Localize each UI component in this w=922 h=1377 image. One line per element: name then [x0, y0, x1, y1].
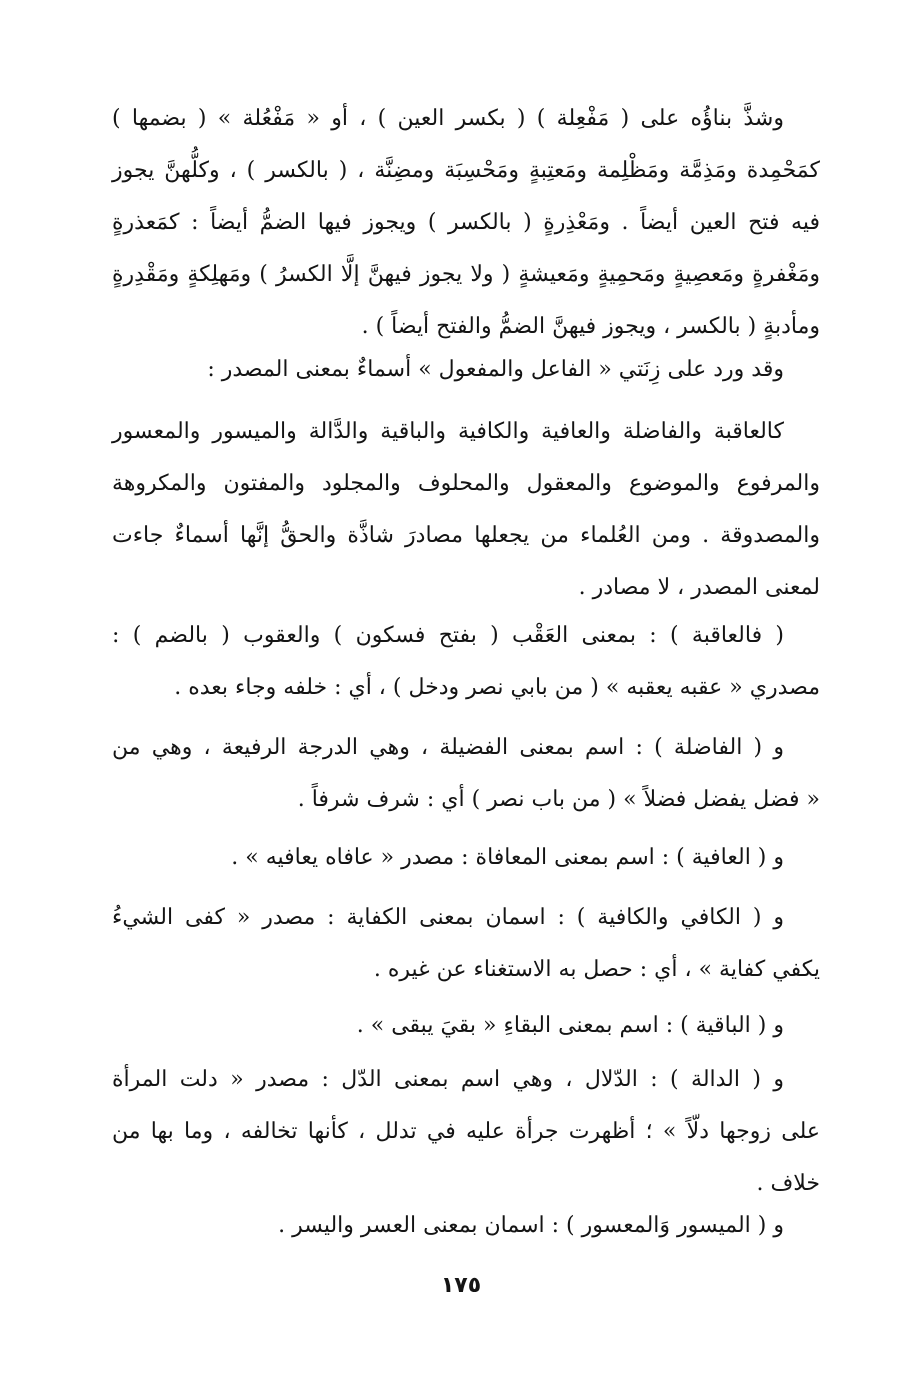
- paragraph-8: [112, 1000, 820, 1052]
- paragraph-line: و ( الفاضلة ) : اسم بمعنى الفضيلة ، وهي الدرجة الرفيعة ، وهي من: [112, 735, 784, 760]
- paragraph-line: و ( الميسور وَالمعسور ) : اسمان بمعنى العسر واليسر .: [278, 1213, 784, 1238]
- paragraph-7: [112, 892, 820, 996]
- paragraph-5: [112, 722, 820, 826]
- paragraph-line: و ( الكافي والكافية ) : اسمان بمعنى الكفاية : مصدر « كفى الشيءُ: [112, 905, 784, 930]
- paragraph-line: و ( الباقية ) : اسم بمعنى البقاءِ « بقيَ يبقى » .: [356, 1013, 784, 1038]
- paragraph-line: كالعاقبة والفاضلة والعافية والكافية والباقية والدَّالة والميسور والمعسور: [112, 419, 784, 444]
- paragraph-line: و ( الدالة ) : الدّلال ، وهي اسم بمعنى الدّل : مصدر « دلت المرأة: [112, 1067, 784, 1092]
- paragraph-line: لمعنى المصدر ، لا مصادر .: [578, 575, 820, 600]
- paragraph-2: [112, 344, 820, 396]
- paragraph-line: كمَحْمِدة ومَذِمَّة ومَظْلِمة ومَعتِبةٍ ومَحْسِبَة ومضِنَّة ، ( بالكسر ) ، وكلُّهنَّ يجوز: [112, 158, 820, 183]
- paragraph-line: والمصدوقة . ومن العُلماء من يجعلها مصادرَ شاذَّة والحقُّ إنَّها أسماءٌ جاءت: [112, 523, 820, 548]
- paragraph-line: وشذَّ بناؤُه على ( مَفْعِلة ) ( بكسر العين ) ، أو « مَفْعُلة » ( بضمها ): [112, 106, 784, 131]
- paragraph-line: على زوجها دلّاً » ؛ أظهرت جرأة عليه في تدلل ، كأنها تخالفه ، وما بها من: [112, 1119, 820, 1144]
- paragraph-3: [112, 406, 820, 614]
- paragraph-line: « فضل يفضل فضلاً » ( من باب نصر ) أي : شرف شرفاً .: [297, 787, 820, 812]
- paragraph-6: [112, 832, 820, 884]
- paragraph-line: خلاف .: [756, 1171, 820, 1196]
- paragraph-line: والمرفوع والموضوع والمعقول والمحلوف والمجلود والمفتون والمكروهة: [112, 471, 820, 496]
- paragraph-line: مصدري « عقبه يعقبه » ( من بابي نصر ودخل ) ، أي : خلفه وجاء بعده .: [174, 675, 820, 700]
- paragraph-line: يكفي كفاية » ، أي : حصل به الاستغناء عن غيره .: [373, 957, 820, 982]
- paragraph-line: ومَغْفرةٍ ومَعصِيةٍ ومَحمِيةٍ ومَعيشةٍ ( ولا يجوز فيهنَّ إلَّا الكسرُ ) ومَهلِكةٍ ومَقْدِرةٍ: [112, 262, 820, 287]
- paragraph-1: [112, 93, 820, 353]
- paragraph-line: ( فالعاقبة ) : بمعنى العَقْب ( بفتح فسكون ) والعقوب ( بالضم ) :: [112, 623, 784, 648]
- paragraph-line: وقد ورد على زِنَتي « الفاعل والمفعول » أسماءٌ بمعنى المصدر :: [207, 357, 784, 382]
- paragraph-4: [112, 610, 820, 714]
- paragraph-line: فيه فتح العين أيضاً . ومَعْذِرةٍ ( بالكسر ) ويجوز فيها الضمُّ أيضاً : كمَعذرةٍ: [112, 210, 820, 235]
- paragraph-line: ومأدبةٍ ( بالكسر ، ويجوز فيهنَّ الضمُّ والفتح أيضاً ) .: [361, 314, 820, 339]
- paragraph-9: [112, 1054, 820, 1210]
- page-number: ١٧٥: [440, 1273, 482, 1298]
- paragraph-10: [112, 1200, 820, 1252]
- paragraph-line: و ( العافية ) : اسم بمعنى المعافاة : مصدر « عافاه يعافيه » .: [231, 845, 784, 870]
